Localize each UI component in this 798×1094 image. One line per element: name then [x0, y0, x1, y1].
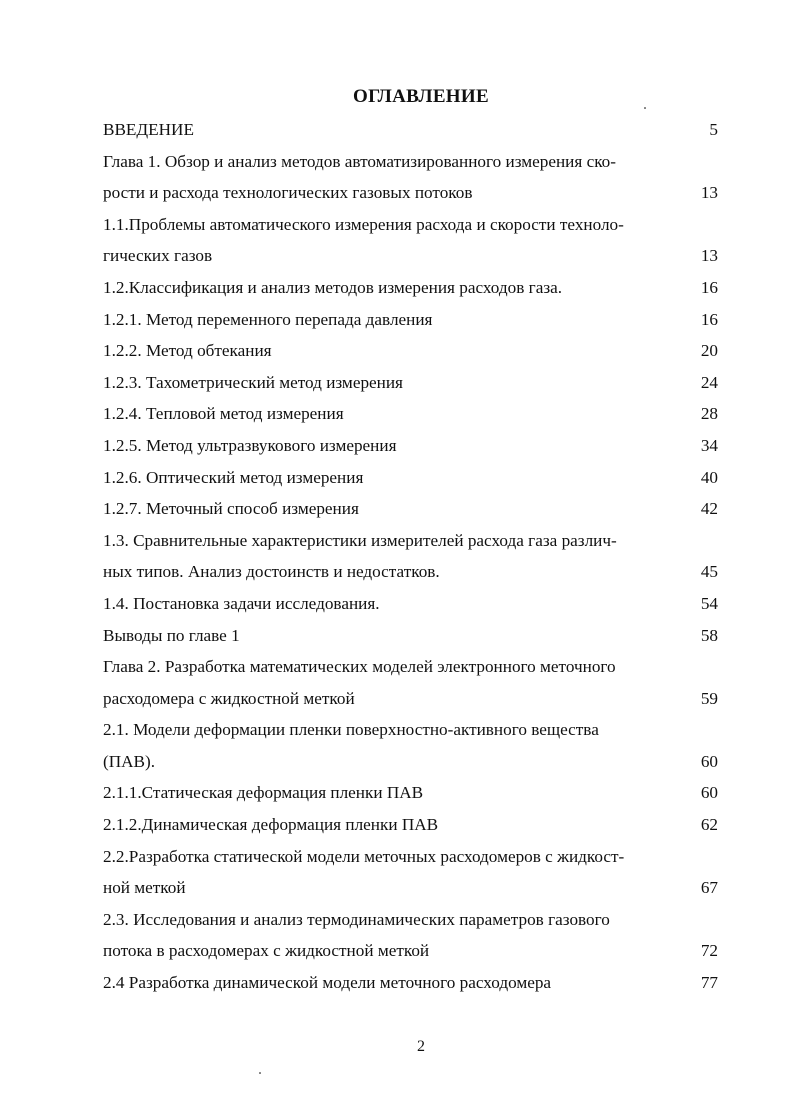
- page-number: 2: [417, 1038, 425, 1055]
- toc-entry: [103, 177, 718, 209]
- toc-entry-text: 1.2.6. Оптический метод измерения: [103, 467, 364, 487]
- toc-entry-page: 59: [700, 688, 718, 708]
- toc-entry-page: 16: [700, 277, 718, 297]
- toc-entry-page: 60: [700, 783, 718, 803]
- toc-entry-page: 24: [700, 372, 718, 392]
- scan-speck: [259, 1072, 261, 1074]
- toc-entry: [103, 146, 718, 178]
- toc-entry-page: 34: [700, 435, 718, 455]
- toc-entry-text: 2.1.1.Статическая деформация пленки ПАВ: [103, 783, 424, 803]
- toc-entry-page: 16: [700, 309, 718, 329]
- toc-entry-text: ВВЕДЕНИЕ: [103, 120, 194, 139]
- toc-entry: [103, 588, 718, 620]
- toc-entry-page: 13: [700, 183, 718, 203]
- toc-entry-page: 20: [700, 341, 718, 361]
- toc-entry-text: Выводы по главе 1: [103, 625, 240, 645]
- toc-entry-text: гических газов: [103, 246, 213, 266]
- toc-entry-text: 1.2.7. Меточный способ измерения: [103, 499, 359, 519]
- toc-entry-text: 2.2.Разработка статической модели меточных расходомеров с жидкост-: [103, 846, 625, 866]
- toc-entry: [103, 556, 718, 588]
- toc-entry-text: 1.2.1. Метод переменного перепада давления: [103, 309, 433, 329]
- toc-entry-page: 60: [700, 751, 718, 771]
- toc-entry-text: потока в расходомерах с жидкостной меткой: [103, 941, 430, 961]
- toc-entry-page: 77: [700, 973, 718, 993]
- toc-entry: [103, 114, 718, 146]
- toc-entry: [103, 430, 718, 462]
- toc-entry: [103, 651, 718, 683]
- scan-speck: [644, 107, 646, 109]
- toc-entry-page: 58: [700, 625, 718, 645]
- toc-entry-text: 2.4 Разработка динамической модели меточного расходомера: [103, 973, 552, 993]
- toc-entry-text: 2.1.2.Динамическая деформация пленки ПАВ: [103, 815, 439, 835]
- toc-entry-page: 5: [709, 120, 718, 139]
- toc-entry-page: 62: [700, 815, 718, 835]
- toc-entry: [103, 335, 718, 367]
- toc-entry: [103, 304, 718, 336]
- toc-entry: [103, 935, 718, 967]
- toc-entry-text: ной меткой: [103, 878, 186, 898]
- toc-entry: [103, 272, 718, 304]
- table-of-contents: [103, 114, 718, 999]
- toc-entry: [103, 967, 718, 999]
- toc-entry-text: 1.4. Постановка задачи исследования.: [103, 593, 380, 613]
- toc-entry: [103, 493, 718, 525]
- toc-entry: [103, 620, 718, 652]
- toc-entry-text: ных типов. Анализ достоинств и недостатков.: [103, 562, 440, 582]
- toc-entry: [103, 777, 718, 809]
- toc-entry-text: 1.1.Проблемы автоматического измерения расхода и скорости техноло-: [103, 214, 624, 234]
- toc-entry-text: 1.2.5. Метод ультразвукового измерения: [103, 435, 397, 455]
- toc-entry-page: 54: [700, 593, 718, 613]
- toc-entry: [103, 841, 718, 873]
- toc-entry-page: 45: [700, 562, 718, 582]
- toc-entry-page: 13: [700, 246, 718, 266]
- toc-entry: [103, 240, 718, 272]
- toc-entry-page: 72: [700, 941, 718, 961]
- toc-title: ОГЛАВЛЕНИЕ: [353, 86, 489, 107]
- toc-entry-page: 28: [700, 404, 718, 424]
- toc-entry: [103, 904, 718, 936]
- toc-entry-text: рости и расхода технологических газовых потоков: [103, 183, 473, 203]
- toc-entry: [103, 398, 718, 430]
- toc-entry-page: 67: [700, 878, 718, 898]
- toc-entry: [103, 714, 718, 746]
- toc-entry: [103, 367, 718, 399]
- toc-entry-text: 1.2.2. Метод обтекания: [103, 341, 272, 361]
- toc-entry-page: 42: [700, 499, 718, 519]
- toc-entry-text: 1.2.3. Тахометрический метод измерения: [103, 372, 403, 392]
- toc-entry-text: (ПАВ).: [103, 751, 156, 771]
- toc-entry: [103, 525, 718, 557]
- toc-entry-text: расходомера с жидкостной меткой: [103, 688, 355, 708]
- toc-entry-text: 2.3. Исследования и анализ термодинамических параметров газового: [103, 909, 610, 929]
- toc-entry-text: Глава 1. Обзор и анализ методов автоматизированного измерения ско-: [103, 151, 616, 171]
- toc-entry-page: 40: [700, 467, 718, 487]
- toc-entry-text: Глава 2. Разработка математических моделей электронного меточного: [103, 657, 616, 677]
- toc-entry: [103, 872, 718, 904]
- toc-entry-text: 1.3. Сравнительные характеристики измерителей расхода газа различ-: [103, 530, 617, 550]
- toc-entry-text: 2.1. Модели деформации пленки поверхностно-активного вещества: [103, 720, 599, 740]
- toc-entry: [103, 683, 718, 715]
- toc-entry: [103, 209, 718, 241]
- toc-entry-text: 1.2.4. Тепловой метод измерения: [103, 404, 344, 424]
- toc-entry: [103, 809, 718, 841]
- toc-entry-text: 1.2.Классификация и анализ методов измерения расходов газа.: [103, 277, 563, 297]
- toc-entry: [103, 746, 718, 778]
- toc-entry: [103, 462, 718, 494]
